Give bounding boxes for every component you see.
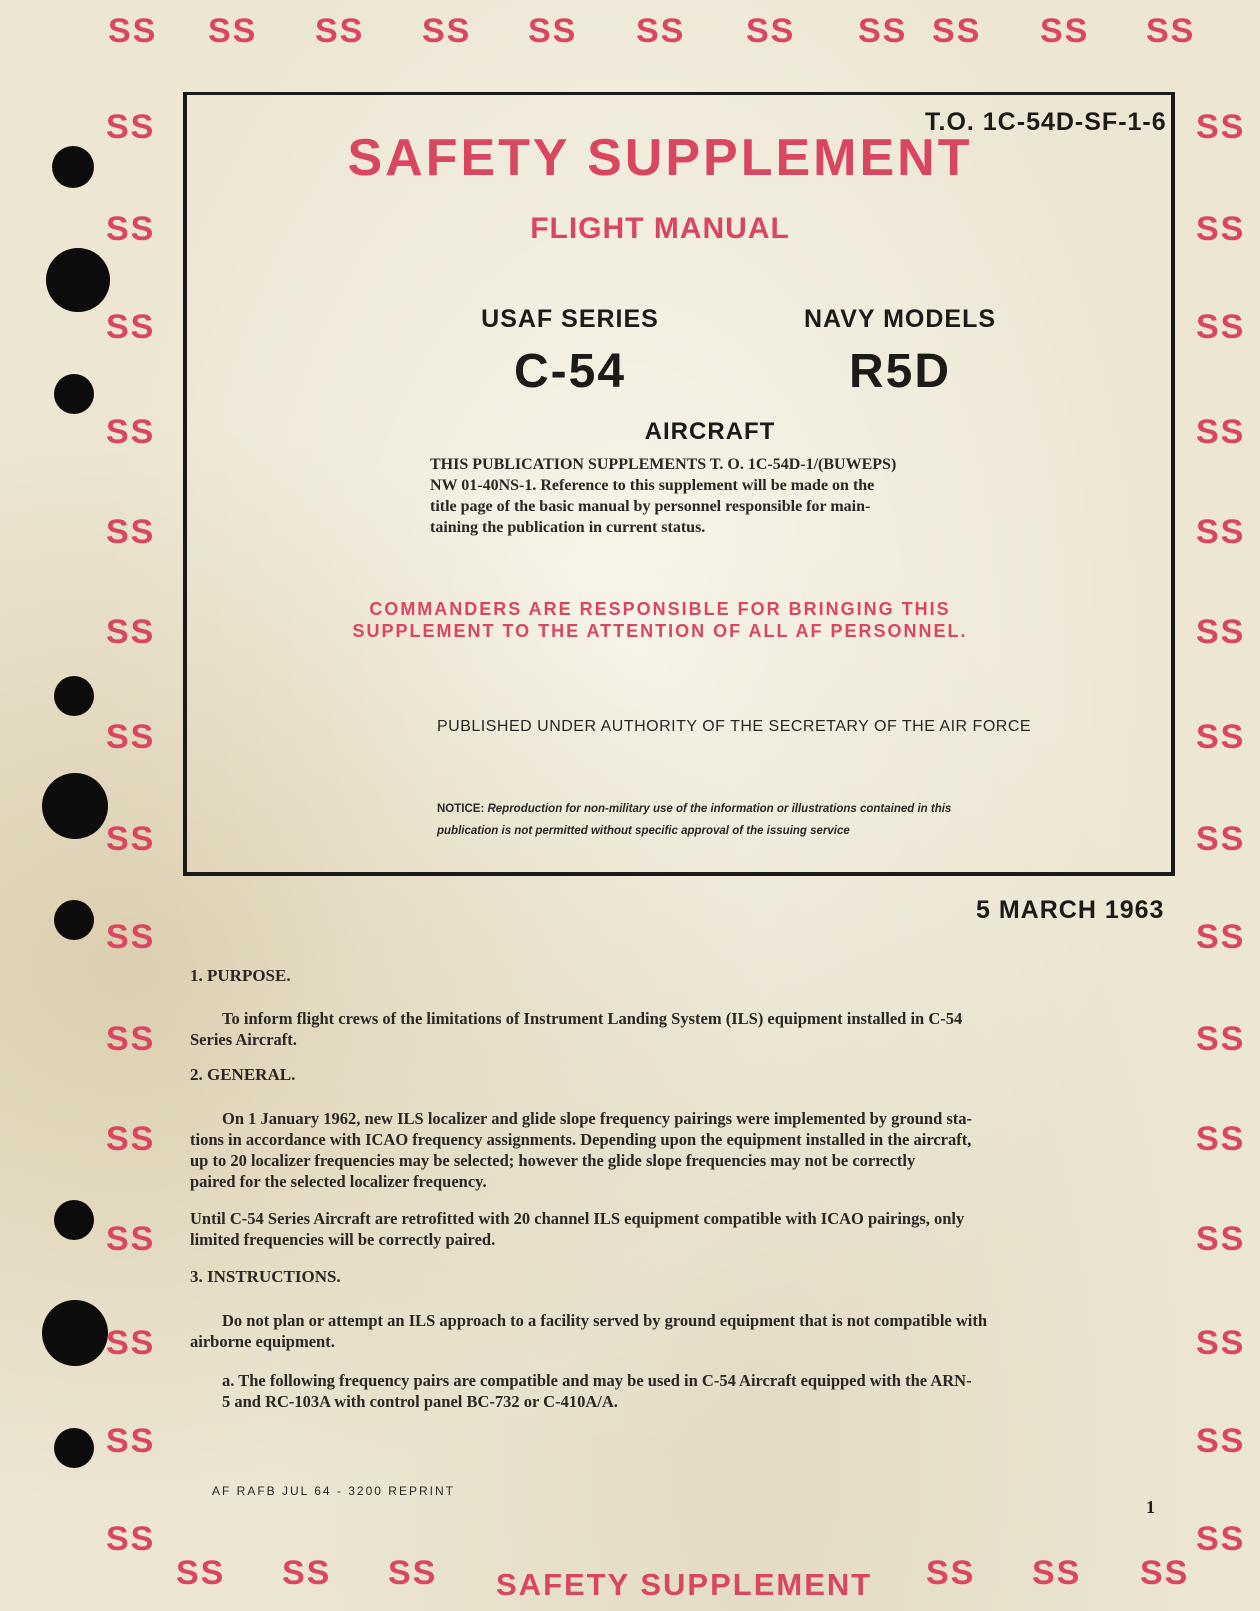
commanders-line: SUPPLEMENT TO THE ATTENTION OF ALL AF PERSONNEL. xyxy=(352,621,968,641)
ss-mark: SS xyxy=(388,1554,438,1592)
binder-hole xyxy=(42,773,108,839)
ss-mark: SS xyxy=(106,1120,156,1158)
section-paragraph xyxy=(190,1310,1175,1352)
ss-mark: SS xyxy=(1196,820,1246,858)
ss-mark: SS xyxy=(1196,1020,1246,1058)
supplement-line: taining the publication in current status. xyxy=(430,519,706,536)
paragraph-line: On 1 January 1962, new ILS localizer and glide slope frequency pairings were implemented by ground sta- xyxy=(222,1109,973,1128)
section-heading-purpose: 1. PURPOSE. xyxy=(190,966,291,985)
paragraph-line: Until C-54 Series Aircraft are retrofitted with 20 channel ILS equipment compatible with ICAO pairings, only xyxy=(190,1209,965,1228)
paragraph-line: tions in accordance with ICAO frequency assignments. Depending upon the equipment installed in the aircraft, xyxy=(190,1130,972,1149)
navy-models-value: R5D xyxy=(848,345,952,398)
ss-mark: SS xyxy=(1196,918,1246,956)
technical-order-number: T.O. 1C-54D-SF-1-6 xyxy=(925,108,1167,136)
binder-hole xyxy=(46,248,110,312)
footer-title: SAFETY SUPPLEMENT xyxy=(496,1567,873,1602)
notice-line: publication is not permitted without specific approval of the issuing service xyxy=(437,825,850,837)
ss-mark: SS xyxy=(636,12,686,50)
ss-mark: SS xyxy=(422,12,472,50)
supplement-line: THIS PUBLICATION SUPPLEMENTS T. O. 1C-54D-1/(BUWEPS) xyxy=(430,456,897,473)
ss-mark: SS xyxy=(1196,1324,1246,1362)
section-paragraph xyxy=(190,1108,1175,1192)
ss-mark: SS xyxy=(1196,413,1246,451)
reproduction-notice xyxy=(437,798,1017,842)
ss-mark: SS xyxy=(208,12,258,50)
supplement-statement xyxy=(430,454,1030,538)
ss-mark: SS xyxy=(1196,108,1246,146)
ss-mark: SS xyxy=(1196,513,1246,551)
notice-line xyxy=(437,798,1017,820)
notice-text: Reproduction for non-military use of the information or illustrations contained in this xyxy=(487,803,952,815)
paragraph-line: paired for the selected localizer frequency. xyxy=(190,1172,487,1191)
binder-hole xyxy=(42,1300,108,1366)
ss-mark: SS xyxy=(108,12,158,50)
ss-mark: SS xyxy=(1032,1554,1082,1592)
binder-hole xyxy=(54,676,94,716)
ss-mark: SS xyxy=(106,1520,156,1558)
ss-mark: SS xyxy=(1196,1120,1246,1158)
ss-mark: SS xyxy=(1196,1520,1246,1558)
document-title: SAFETY SUPPLEMENT xyxy=(347,129,973,187)
binder-hole xyxy=(54,1428,94,1468)
binder-hole xyxy=(54,1200,94,1240)
paragraph-line: To inform flight crews of the limitations of Instrument Landing System (ILS) equipment installed in C-54 xyxy=(222,1009,963,1028)
binder-hole xyxy=(52,146,94,188)
navy-models-label: NAVY MODELS xyxy=(803,305,997,333)
section-heading-instructions: 3. INSTRUCTIONS. xyxy=(190,1267,341,1286)
ss-mark: SS xyxy=(315,12,365,50)
print-reference: AF RAFB JUL 64 - 3200 REPRINT xyxy=(212,1484,455,1498)
ss-mark: SS xyxy=(528,12,578,50)
ss-mark: SS xyxy=(1196,1220,1246,1258)
commanders-notice xyxy=(330,598,990,642)
binder-hole xyxy=(54,900,94,940)
paragraph-line: a. The following frequency pairs are compatible and may be used in C-54 Aircraft equipped with the ARN- xyxy=(222,1371,972,1390)
ss-mark: SS xyxy=(106,108,156,146)
ss-mark: SS xyxy=(932,12,982,50)
ss-mark: SS xyxy=(106,718,156,756)
paragraph-line: airborne equipment. xyxy=(190,1332,335,1351)
ss-mark: SS xyxy=(1196,210,1246,248)
ss-mark: SS xyxy=(858,12,908,50)
paragraph-line: limited frequencies will be correctly paired. xyxy=(190,1230,496,1249)
publication-date: 5 MARCH 1963 xyxy=(976,896,1165,924)
commanders-line: COMMANDERS ARE RESPONSIBLE FOR BRINGING THIS xyxy=(369,599,951,619)
paragraph-line: Do not plan or attempt an ILS approach to a facility served by ground equipment that is not compatible with xyxy=(222,1311,988,1330)
ss-mark: SS xyxy=(106,513,156,551)
section-paragraph xyxy=(190,1370,1175,1412)
aircraft-label: AIRCRAFT xyxy=(644,418,776,445)
paragraph-line: up to 20 localizer frequencies may be selected; however the glide slope frequencies may not be correctly xyxy=(190,1151,916,1170)
ss-mark: SS xyxy=(106,1020,156,1058)
paragraph-line: Series Aircraft. xyxy=(190,1030,297,1049)
ss-mark: SS xyxy=(106,1422,156,1460)
ss-mark: SS xyxy=(746,12,796,50)
binder-hole xyxy=(54,374,94,414)
ss-mark: SS xyxy=(1040,12,1090,50)
ss-mark: SS xyxy=(106,1220,156,1258)
ss-mark: SS xyxy=(106,613,156,651)
ss-mark: SS xyxy=(106,820,156,858)
usaf-series-label: USAF SERIES xyxy=(481,305,659,333)
ss-mark: SS xyxy=(176,1554,226,1592)
page-number: 1 xyxy=(1146,1497,1155,1517)
document-subtitle: FLIGHT MANUAL xyxy=(530,212,790,245)
supplement-line: title page of the basic manual by personnel responsible for main- xyxy=(430,498,871,515)
ss-mark: SS xyxy=(1196,1422,1246,1460)
section-paragraph xyxy=(190,1008,1175,1050)
ss-mark: SS xyxy=(1140,1554,1190,1592)
ss-mark: SS xyxy=(106,1324,156,1362)
ss-mark: SS xyxy=(282,1554,332,1592)
ss-mark: SS xyxy=(1146,12,1196,50)
ss-mark: SS xyxy=(106,308,156,346)
ss-mark: SS xyxy=(106,918,156,956)
ss-mark: SS xyxy=(1196,308,1246,346)
ss-mark: SS xyxy=(106,210,156,248)
usaf-series-value: C-54 xyxy=(513,345,627,398)
authority-statement: PUBLISHED UNDER AUTHORITY OF THE SECRETARY OF THE AIR FORCE xyxy=(437,718,1032,735)
paragraph-line: 5 and RC-103A with control panel BC-732 or C-410A/A. xyxy=(222,1392,618,1411)
notice-label: NOTICE: xyxy=(437,803,485,815)
ss-mark: SS xyxy=(1196,718,1246,756)
section-heading-general: 2. GENERAL. xyxy=(190,1065,296,1084)
section-paragraph xyxy=(190,1208,1175,1250)
ss-mark: SS xyxy=(926,1554,976,1592)
ss-mark: SS xyxy=(1196,613,1246,651)
ss-mark: SS xyxy=(106,413,156,451)
supplement-line: NW 01-40NS-1. Reference to this supplement will be made on the xyxy=(430,477,875,494)
